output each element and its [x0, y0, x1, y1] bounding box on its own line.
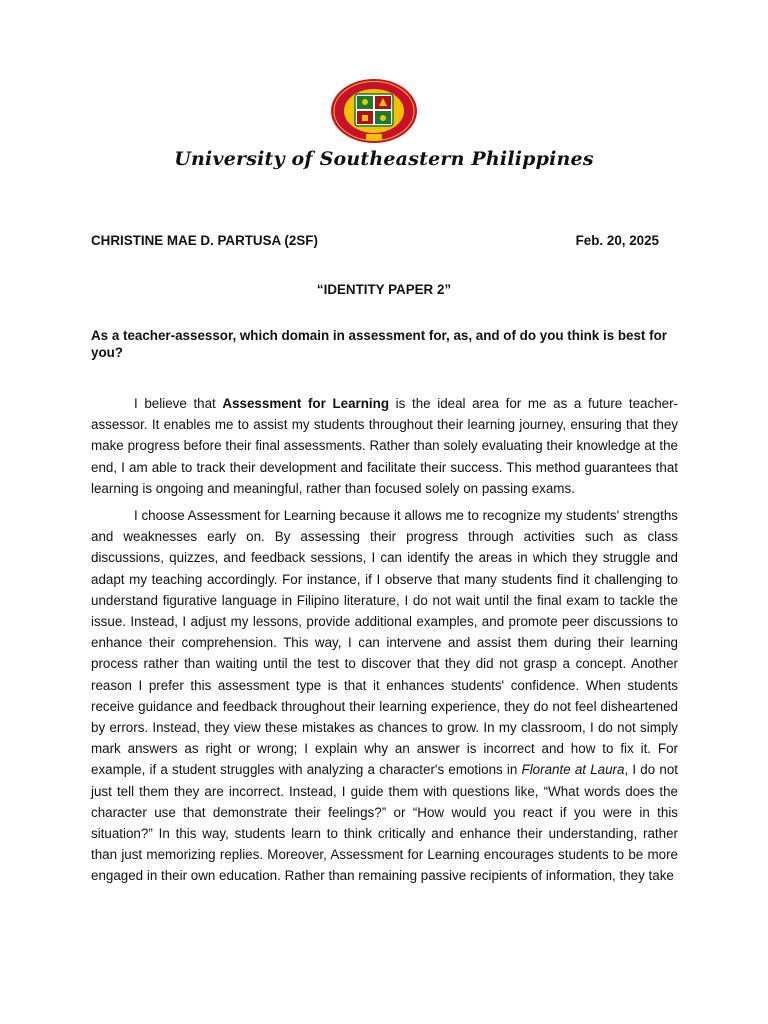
paragraph-2	[91, 505, 678, 887]
bold-phrase: Assessment for Learning	[222, 396, 390, 411]
essay-question: As a teacher-assessor, which domain in assessment for, as, and of do you think is best for you?	[91, 328, 667, 360]
paragraph-1	[91, 393, 678, 499]
university-seal	[330, 78, 418, 144]
author-date-row	[91, 233, 659, 248]
university-name: University of Southeastern Philippines	[174, 148, 594, 170]
essay-body	[91, 393, 678, 893]
italic-title: Florante at Laura	[521, 762, 625, 778]
text-run: I choose Assessment for Learning because it allows me to recognize my students' strengths and weaknesses early on. By assessing their progress through activities such as class discussions, quizzes, and feedback sessions, I can identify the areas in which they struggle and adapt my teaching accordingly. For instance, if I observe that many students find it challenging to understand figurative language in Filipino literature, I do not wait until the final exam to tackle the issue. Instead, I adjust my lessons, provide additional examples, and promote peer discussions to enhance their comprehension. This way, I can intervene and assist them during their learning process rather than waiting until the test to discover that they did not grasp a concept. Another reason I prefer this assessment type is that it enhances students' confidence. When students receive guidance and feedback throughout their learning experience, they do not feel disheartened by errors. Instead, they view these mistakes as chances to grow. In my classroom, I do not simply mark answers as right or wrong; I explain why an answer is incorrect and how to fix it. For example, if a student struggles with analyzing a character's emotions in	[91, 508, 678, 778]
text-run: , I do not just tell them they are incorrect. Instead, I guide them with questions like, “What words does the character use that demonstrate their feelings?” or “How would you react if you were in this situation?” In this way, students learn to think critically and enhance their understanding, rather than just memorizing replies. Moreover, Assessment for Learning encourages students to be more engaged in their own education. Rather than remaining passive recipients of information, they take	[91, 762, 678, 884]
text-run: I believe that	[134, 396, 223, 411]
text-run: is the ideal area for me as a future teacher-assessor. It enables me to assist my students throughout their learning journey, ensuring that they make progress before their final assessments. Rather than solely evaluating their knowledge at the end, I am able to track their development and facilitate their success. This method guarantees that learning is ongoing and meaningful, rather than focused solely on passing exams.	[91, 396, 679, 496]
author-name: CHRISTINE MAE D. PARTUSA (2SF)	[91, 233, 318, 248]
document-date: Feb. 20, 2025	[575, 233, 659, 248]
document-title: “IDENTITY PAPER 2”	[316, 282, 452, 297]
